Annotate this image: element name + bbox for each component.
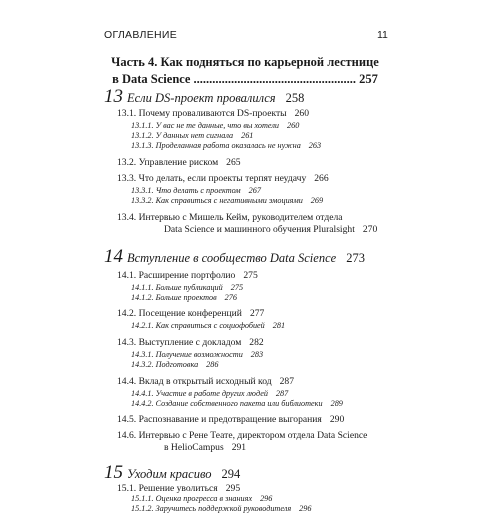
- chapter-title: Если DS-проект провалился: [127, 91, 276, 105]
- entry-title: 14.4. Вклад в открытый исходный код: [117, 376, 272, 387]
- toc-subentry: [131, 494, 272, 503]
- chapter-page: 258: [285, 91, 305, 105]
- toc-subentry: [131, 186, 261, 195]
- toc-subentry: [131, 504, 311, 513]
- entry-page: 276: [224, 293, 237, 302]
- entry-page: 281: [272, 321, 286, 330]
- entry-title: 14.4.1. Участие в работе других людей: [131, 389, 268, 398]
- entry-title: 13.1.3. Проделанная работа оказалась не нужна: [131, 141, 301, 150]
- toc-subentry: [131, 196, 323, 205]
- entry-title: 13.2. Управление риском: [117, 157, 219, 168]
- toc-subentry: [131, 121, 299, 130]
- leader-dots: ....................................................: [193, 72, 356, 86]
- entry-title: 14.5. Распознавание и предотвращение выгорания: [117, 414, 322, 425]
- entry-page: 275: [230, 283, 244, 292]
- part-page: 257: [359, 72, 378, 86]
- entry-page: 269: [310, 196, 324, 205]
- toc-entry: [117, 337, 264, 348]
- toc-entry: [117, 157, 241, 168]
- chapter-number: 14: [104, 246, 123, 267]
- entry-title: 14.1. Расширение портфолио: [117, 270, 236, 281]
- toc-entry: [117, 270, 258, 281]
- part-title-text: в Data Science: [112, 72, 191, 86]
- toc-entry: [117, 308, 264, 319]
- entry-page: 261: [241, 131, 254, 140]
- entry-page: 266: [314, 173, 329, 184]
- toc-entry: [117, 173, 329, 184]
- chapter-title: Уходим красиво: [127, 467, 212, 481]
- entry-page: 287: [279, 376, 295, 387]
- entry-page: 291: [231, 442, 247, 453]
- entry-page: 265: [226, 157, 241, 168]
- chapter-page: 273: [346, 251, 365, 265]
- toc-entry: [117, 414, 344, 425]
- entry-title: 13.4. Интервью с Мишель Кейм, руководителем отдела: [117, 212, 343, 223]
- toc-subentry: [131, 293, 237, 302]
- chapter-14-heading: [104, 246, 365, 268]
- toc-subentry: [131, 360, 218, 369]
- chapter-13-heading: [104, 86, 304, 108]
- toc-subentry: [131, 283, 243, 292]
- entry-title: 14.1.2. Больше проектов: [131, 293, 217, 302]
- entry-title: 14.2. Посещение конференций: [117, 308, 242, 319]
- entry-title: 13.3.1. Что делать с проектом: [131, 186, 241, 195]
- entry-page: 260: [287, 121, 300, 130]
- entry-page: 286: [206, 360, 219, 369]
- entry-title: 14.3. Выступление с докладом: [117, 337, 242, 348]
- entry-page: 287: [275, 389, 289, 398]
- entry-page: 275: [243, 270, 258, 281]
- entry-page: 296: [299, 504, 312, 513]
- toc-subentry: [131, 399, 343, 408]
- entry-title: 14.2.1. Как справиться с социофобией: [131, 321, 265, 330]
- entry-page: 277: [249, 308, 265, 319]
- toc-subentry: [131, 141, 321, 150]
- toc-entry: [117, 430, 367, 441]
- entry-title: 13.1. Почему проваливаются DS-проекты: [117, 108, 287, 119]
- entry-title: 13.3.2. Как справиться с негативными эмоциями: [131, 196, 303, 205]
- chapter-number: 15: [104, 462, 123, 483]
- entry-title: 14.3.1. Получение возможности: [131, 350, 243, 359]
- toc-entry-continuation: [164, 442, 246, 453]
- entry-page: 290: [329, 414, 345, 425]
- toc-subentry: [131, 131, 253, 140]
- entry-page: 283: [250, 350, 264, 359]
- toc-entry: [117, 212, 343, 223]
- toc-subentry: [131, 389, 288, 398]
- page-number: 11: [377, 29, 388, 41]
- entry-title: 14.6. Интервью с Рене Теате, директором отдела Data Science: [117, 430, 368, 441]
- entry-title: 15.1.2. Заручитесь поддержкой руководителя: [131, 504, 292, 513]
- toc-subentry: [131, 321, 285, 330]
- entry-page: 263: [308, 141, 322, 150]
- entry-title: 14.4.2. Создание собственного пакета или библиотеки: [131, 399, 323, 408]
- toc-entry-continuation: [164, 224, 377, 235]
- entry-page: 296: [260, 494, 273, 503]
- entry-page: 267: [248, 186, 261, 195]
- entry-page: 289: [330, 399, 343, 408]
- entry-page: 260: [294, 108, 310, 119]
- toc-entry: [117, 483, 240, 494]
- entry-title: 15.1. Решение уволиться: [117, 483, 218, 494]
- chapter-number: 13: [104, 86, 123, 107]
- chapter-page: 294: [221, 467, 241, 481]
- toc-subentry: [131, 350, 263, 359]
- entry-title: 13.3. Что делать, если проекты терпят неудачу: [117, 173, 307, 184]
- entry-title: Data Science и машинного обучения Pluralsight: [164, 224, 355, 235]
- entry-page: 282: [249, 337, 264, 348]
- entry-title: в HelioCampus: [164, 442, 224, 453]
- entry-title: 13.1.1. У вас не те данные, что вы хотели: [131, 121, 279, 130]
- entry-title: 14.1.1. Больше публикаций: [131, 283, 223, 292]
- chapter-title: Вступление в сообщество Data Science: [127, 251, 337, 265]
- entry-title: 13.1.2. У данных нет сигнала: [131, 131, 234, 140]
- toc-entry: [117, 376, 294, 387]
- entry-page: 270: [362, 224, 378, 235]
- entry-title: 14.3.2. Подготовка: [131, 360, 199, 369]
- part-title-line1: Часть 4. Как подняться по карьерной лестнице: [111, 55, 379, 69]
- running-header-title: ОГЛАВЛЕНИЕ: [104, 29, 178, 41]
- entry-title: 15.1.1. Оценка прогресса в знаниях: [131, 494, 253, 503]
- chapter-15-heading: [104, 462, 240, 484]
- toc-entry: [117, 108, 309, 119]
- entry-page: 295: [225, 483, 241, 494]
- part-title-line2: [104, 72, 386, 87]
